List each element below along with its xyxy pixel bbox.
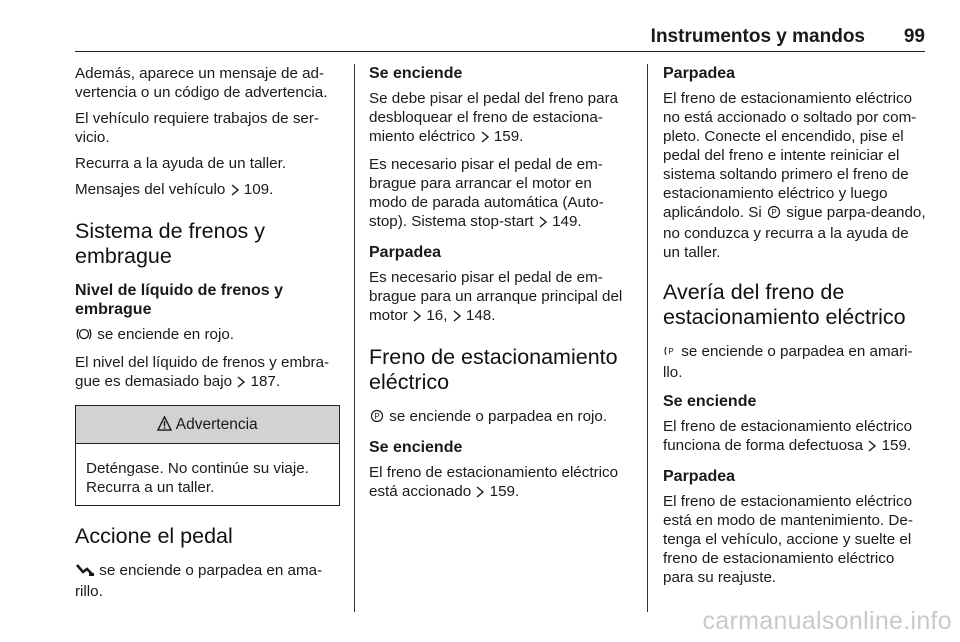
reference-arrow-icon — [230, 182, 240, 201]
paragraph-text: se enciende en rojo. — [97, 326, 235, 343]
paragraph — [75, 325, 340, 346]
column-3 — [663, 64, 928, 594]
brake-system-warning-icon — [75, 327, 93, 346]
parking-brake-icon — [369, 409, 385, 428]
reference-arrow-icon — [236, 374, 246, 393]
paragraph: El freno de estacionamiento eléctrico está en modo de mantenimiento. De-tenga el vehículo, accione y suelte el freno de estacionamiento eléctrico para su reajuste. — [663, 493, 913, 586]
column-2 — [369, 64, 634, 510]
parking-brake-icon — [766, 205, 782, 224]
page-reference-link[interactable]: 159. — [881, 437, 912, 454]
paragraph-text: Es necesario pisar el pedal de em-brague para arrancar el motor en modo de parada automática (Auto-stop). Sistema stop-start — [369, 156, 604, 230]
warning-body: Deténgase. No continúe su viaje. Recurra a un taller. — [86, 460, 309, 496]
page-number: 99 — [903, 26, 925, 47]
page-reference-link[interactable]: 159. — [489, 483, 520, 500]
paragraph: El vehículo requiere trabajos de ser-vicio. — [75, 110, 319, 146]
press-pedal-icon — [75, 563, 95, 582]
subsection-heading: Parpadea — [663, 65, 736, 82]
subsection-heading: Parpadea — [663, 468, 736, 485]
warning-box — [75, 405, 340, 506]
subsection-heading: Nivel de líquido de frenos y embrague — [75, 282, 284, 318]
paragraph: Además, aparece un mensaje de ad-vertencia o un código de advertencia. — [75, 65, 328, 101]
section-heading: Avería del freno de estacionamiento eléctrico — [663, 280, 906, 329]
paragraph: Recurra a la ayuda de un taller. — [75, 155, 287, 172]
warning-header — [76, 406, 339, 444]
paragraph — [663, 89, 928, 262]
page-reference-link[interactable]: 149. — [552, 213, 582, 230]
section-heading: Sistema de frenos y embrague — [75, 219, 266, 268]
page-header — [75, 24, 925, 52]
subsection-heading: Se enciende — [369, 439, 463, 456]
paragraph-text: El freno de estacionamiento eléctrico está accionado — [369, 464, 619, 500]
page-reference-link[interactable]: 148. — [465, 307, 496, 324]
paragraph — [663, 417, 928, 457]
paragraph-text: se enciende o parpadea en rojo. — [389, 408, 608, 425]
paragraph-text: sigue parpa-deando, no conduzca y recurra a la ayuda de un taller. — [663, 204, 926, 261]
reference-arrow-icon — [867, 438, 877, 457]
paragraph-text: El nivel del líquido de frenos y embra-gue es demasiado bajo — [75, 354, 330, 390]
column-1 — [75, 64, 340, 608]
paragraph — [75, 180, 340, 201]
paragraph — [369, 155, 634, 233]
header-title: Instrumentos y mandos — [650, 26, 865, 47]
reference-arrow-icon — [538, 214, 548, 233]
column-divider — [647, 64, 648, 612]
subsection-heading: Se enciende — [369, 65, 463, 82]
svg-text:P: P — [374, 412, 380, 421]
warning-triangle-icon — [157, 416, 172, 436]
parking-brake-fault-icon — [663, 344, 677, 363]
section-heading: Accione el pedal — [75, 524, 233, 548]
paragraph-text: El freno de estacionamiento eléctrico no está accionado o soltado por com-pleto. Conecte el encendido, pise el pedal del freno e intente reiniciar el sistema soltando primero el freno de estacionamiento eléctrico y luego aplicándolo. Si — [663, 90, 917, 221]
reference-arrow-icon — [480, 129, 490, 148]
paragraph-text: Se debe pisar el pedal del freno para desbloquear el freno de estaciona-miento eléctrico — [369, 90, 619, 145]
paragraph — [369, 268, 634, 327]
page-reference-link[interactable]: 16, — [426, 307, 448, 324]
paragraph-text: El freno de estacionamiento eléctrico funciona de forma defectuosa — [663, 418, 913, 454]
warning-title: Advertencia — [175, 416, 258, 433]
svg-text:P: P — [771, 208, 777, 217]
page-reference-link[interactable]: 159. — [493, 128, 524, 145]
page-reference-link[interactable]: 109. — [243, 181, 274, 198]
paragraph — [369, 407, 634, 428]
subsection-heading: Se enciende — [663, 393, 757, 410]
paragraph-text: se enciende o parpadea en amari-llo. — [663, 343, 913, 381]
reference-arrow-icon — [475, 484, 485, 503]
subsection-heading: Parpadea — [369, 244, 442, 261]
column-divider — [354, 64, 355, 612]
section-heading: Freno de estacionamiento eléctrico — [369, 345, 618, 394]
page-reference-link[interactable]: 187. — [250, 373, 281, 390]
reference-arrow-icon — [412, 308, 422, 327]
svg-text:P: P — [668, 347, 674, 356]
paragraph — [369, 89, 634, 148]
watermark: carmanualsonline.info — [702, 607, 952, 635]
paragraph-text: Es necesario pisar el pedal de em-brague para un arranque principal del motor — [369, 269, 623, 324]
paragraph — [369, 463, 634, 503]
reference-arrow-icon — [452, 308, 462, 327]
paragraph — [663, 342, 928, 382]
paragraph-text: se enciende o parpadea en ama-rillo. — [75, 562, 323, 600]
paragraph — [75, 353, 340, 393]
paragraph — [75, 561, 340, 601]
paragraph-text: Mensajes del vehículo — [75, 181, 226, 198]
